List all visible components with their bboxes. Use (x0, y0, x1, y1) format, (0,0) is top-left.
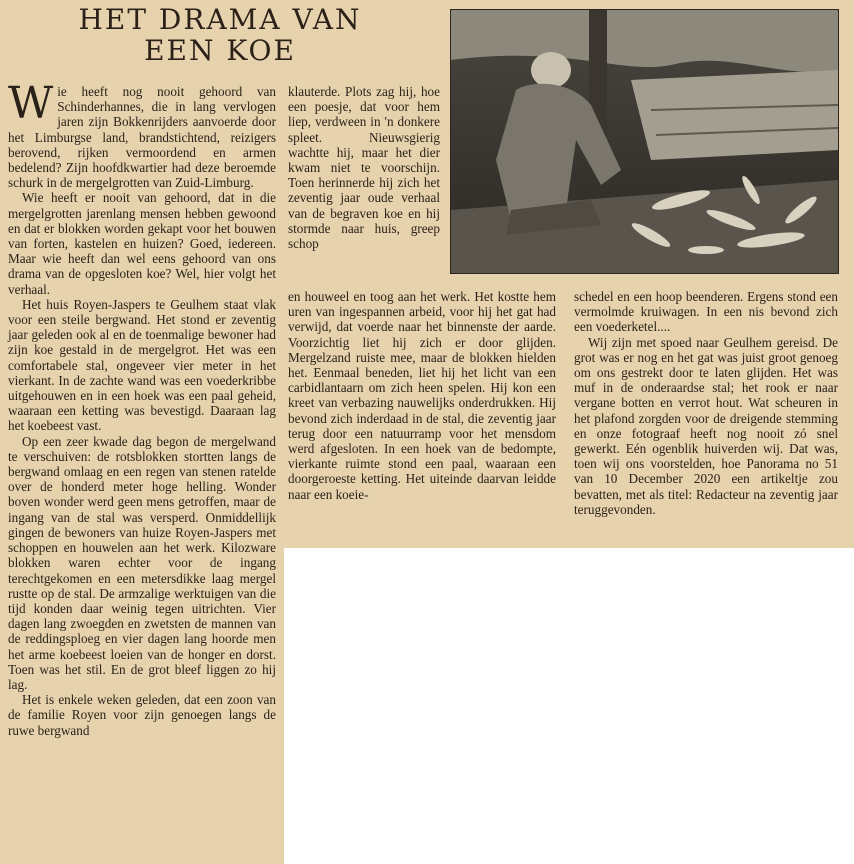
paragraph: Wie heeft er nooit van gehoord, dat in die mergelgrotten jarenlang mensen hebben gewoond en dat er blokken worden gekapt voor het bouwen van forten, kastelen en huizen? Goed, iedereen. Maar wie heeft dan wel eens gehoord van ons drama van de opgesloten koe? Wel, hier volgt het verhaal. (8, 190, 276, 297)
article-column-2-top (288, 84, 440, 251)
paragraph: en houweel en toog aan het werk. Het kostte hem uren van ingespannen arbeid, voor hij het gat had verwijd, dat voerde naar het binnenste der aarde. Voorzichtig liet hij zich er door glijden. Mergelzand ruiste mee, maar de blokken hielden het. Eenmaal beneden, liet hij het licht van een carbidlantaarn om zich heen spelen. Hij kon een kreet van verbazing nauwelijks onderdrukken. Hij bevond zich inderdaad in de stal, die zeventig jaar terug door een natuurramp voor het mensdom werd afgesloten. In een hoek van de bedompte, vierkante ruimte stond een paal, waaraan een doorgeroeste ketting. Het uiteinde daarvan leidde naar een koeie- (288, 289, 556, 502)
title-line-2: EEN KOE (144, 34, 296, 67)
cave-photo (450, 9, 839, 274)
paragraph: Het huis Royen-Jaspers te Geulhem staat vlak voor een steile bergwand. Het stond er zeventig jaar geleden ook al en de toenmalige bewoner had zijn koe gestald in de mergelgrot. Het was een comfortabele stal, ongeveer vier meter in het vierkant. In de zachte wand was een voederkribbe uitgehouwen en in een hoek was een paal geheid, waaraan een ketting was bevestigd. Daaraan lag het koebeest vast. (8, 296, 276, 434)
paragraph: Wij zijn met spoed naar Geulhem gereisd. De grot was er nog en het gat was juist groot genoeg om ons gestrekt door te laten glijden. Het was muf in de onderaardse stal; het rook er naar vergane botten en verrot hout. Wat scheuren in het plafond zorgden voor de dreigende stemming en onze fotograaf heeft nog nooit zó snel gewerkt. Eén ogenblik huiverden wij. Dat was, toen wij ons voorstelden, hoe Panorama no 51 van 10 December 2020 een artikeltje zou bevatten, met als titel: Redacteur na zeventig jaar teruggevonden. (574, 334, 838, 517)
paragraph: schedel en een hoop beenderen. Ergens stond een vermolmde kruiwagen. In een nis bevond zich een voederketel.... (574, 289, 838, 335)
paragraph: klauterde. Plots zag hij, hoe een poesje, dat voor hem liep, verdween in 'n donkere spleet. Nieuwsgierig wachtte hij, maar het dier kwam niet te voorschijn. Toen herinnerde hij zich het zeventig jaar oude verhaal van de begraven koe en hij stormde naar huis, greep schop (288, 84, 440, 252)
title-line-1: HET DRAMA VAN (78, 3, 362, 36)
cave-photo-graphic (451, 10, 838, 273)
article-column-2-bottom (288, 289, 556, 502)
article-column-3 (574, 289, 838, 517)
article-title (40, 4, 400, 66)
paragraph: Wie heeft nog nooit gehoord van Schinderhannes, die in lang vervlogen jaren zijn Bokkenrijders aanvoerde door het Limburgse land, brandstichtend, reizigers berovend, rijken vermoordend en armen bedelend? Zijn hoofdkwartier had deze beroemde schurk in de mergelgrotten van Zuid-Limburg. (8, 78, 276, 191)
paragraph: Het is enkele weken geleden, dat een zoon van de familie Royen voor zijn genoegen langs de ruwe bergwand (8, 692, 276, 738)
drop-cap: W (8, 78, 54, 129)
article-column-1 (8, 78, 276, 738)
paragraph: Op een zeer kwade dag begon de mergelwand te verschuiven: de rotsblokken stortten langs de bergwand omlaag en een regen van stenen ratelde over de honderd meter hoge helling. Wonder boven wonder werd geen mens getroffen, maar de ingang van de stal was versperd. Onmiddellijk gingen de bewoners van huize Royen-Jaspers met schoppen en houwelen aan het werk. Kilozware blokken waren echter voor de ingang terechtgekomen en een metersdikke laag mergel rustte op de stal. De armzalige werktuigen van die tijd konden daar weinig tegen uitrichten. Vier dagen lang zwoegden en zwetsten de mannen van de reddingsploeg en vier dagen lang hoorde men het arme koebeest loeien van de honger en dorst. Toen was het stil. En de grot bleef liggen zo hij lag. (8, 433, 276, 692)
